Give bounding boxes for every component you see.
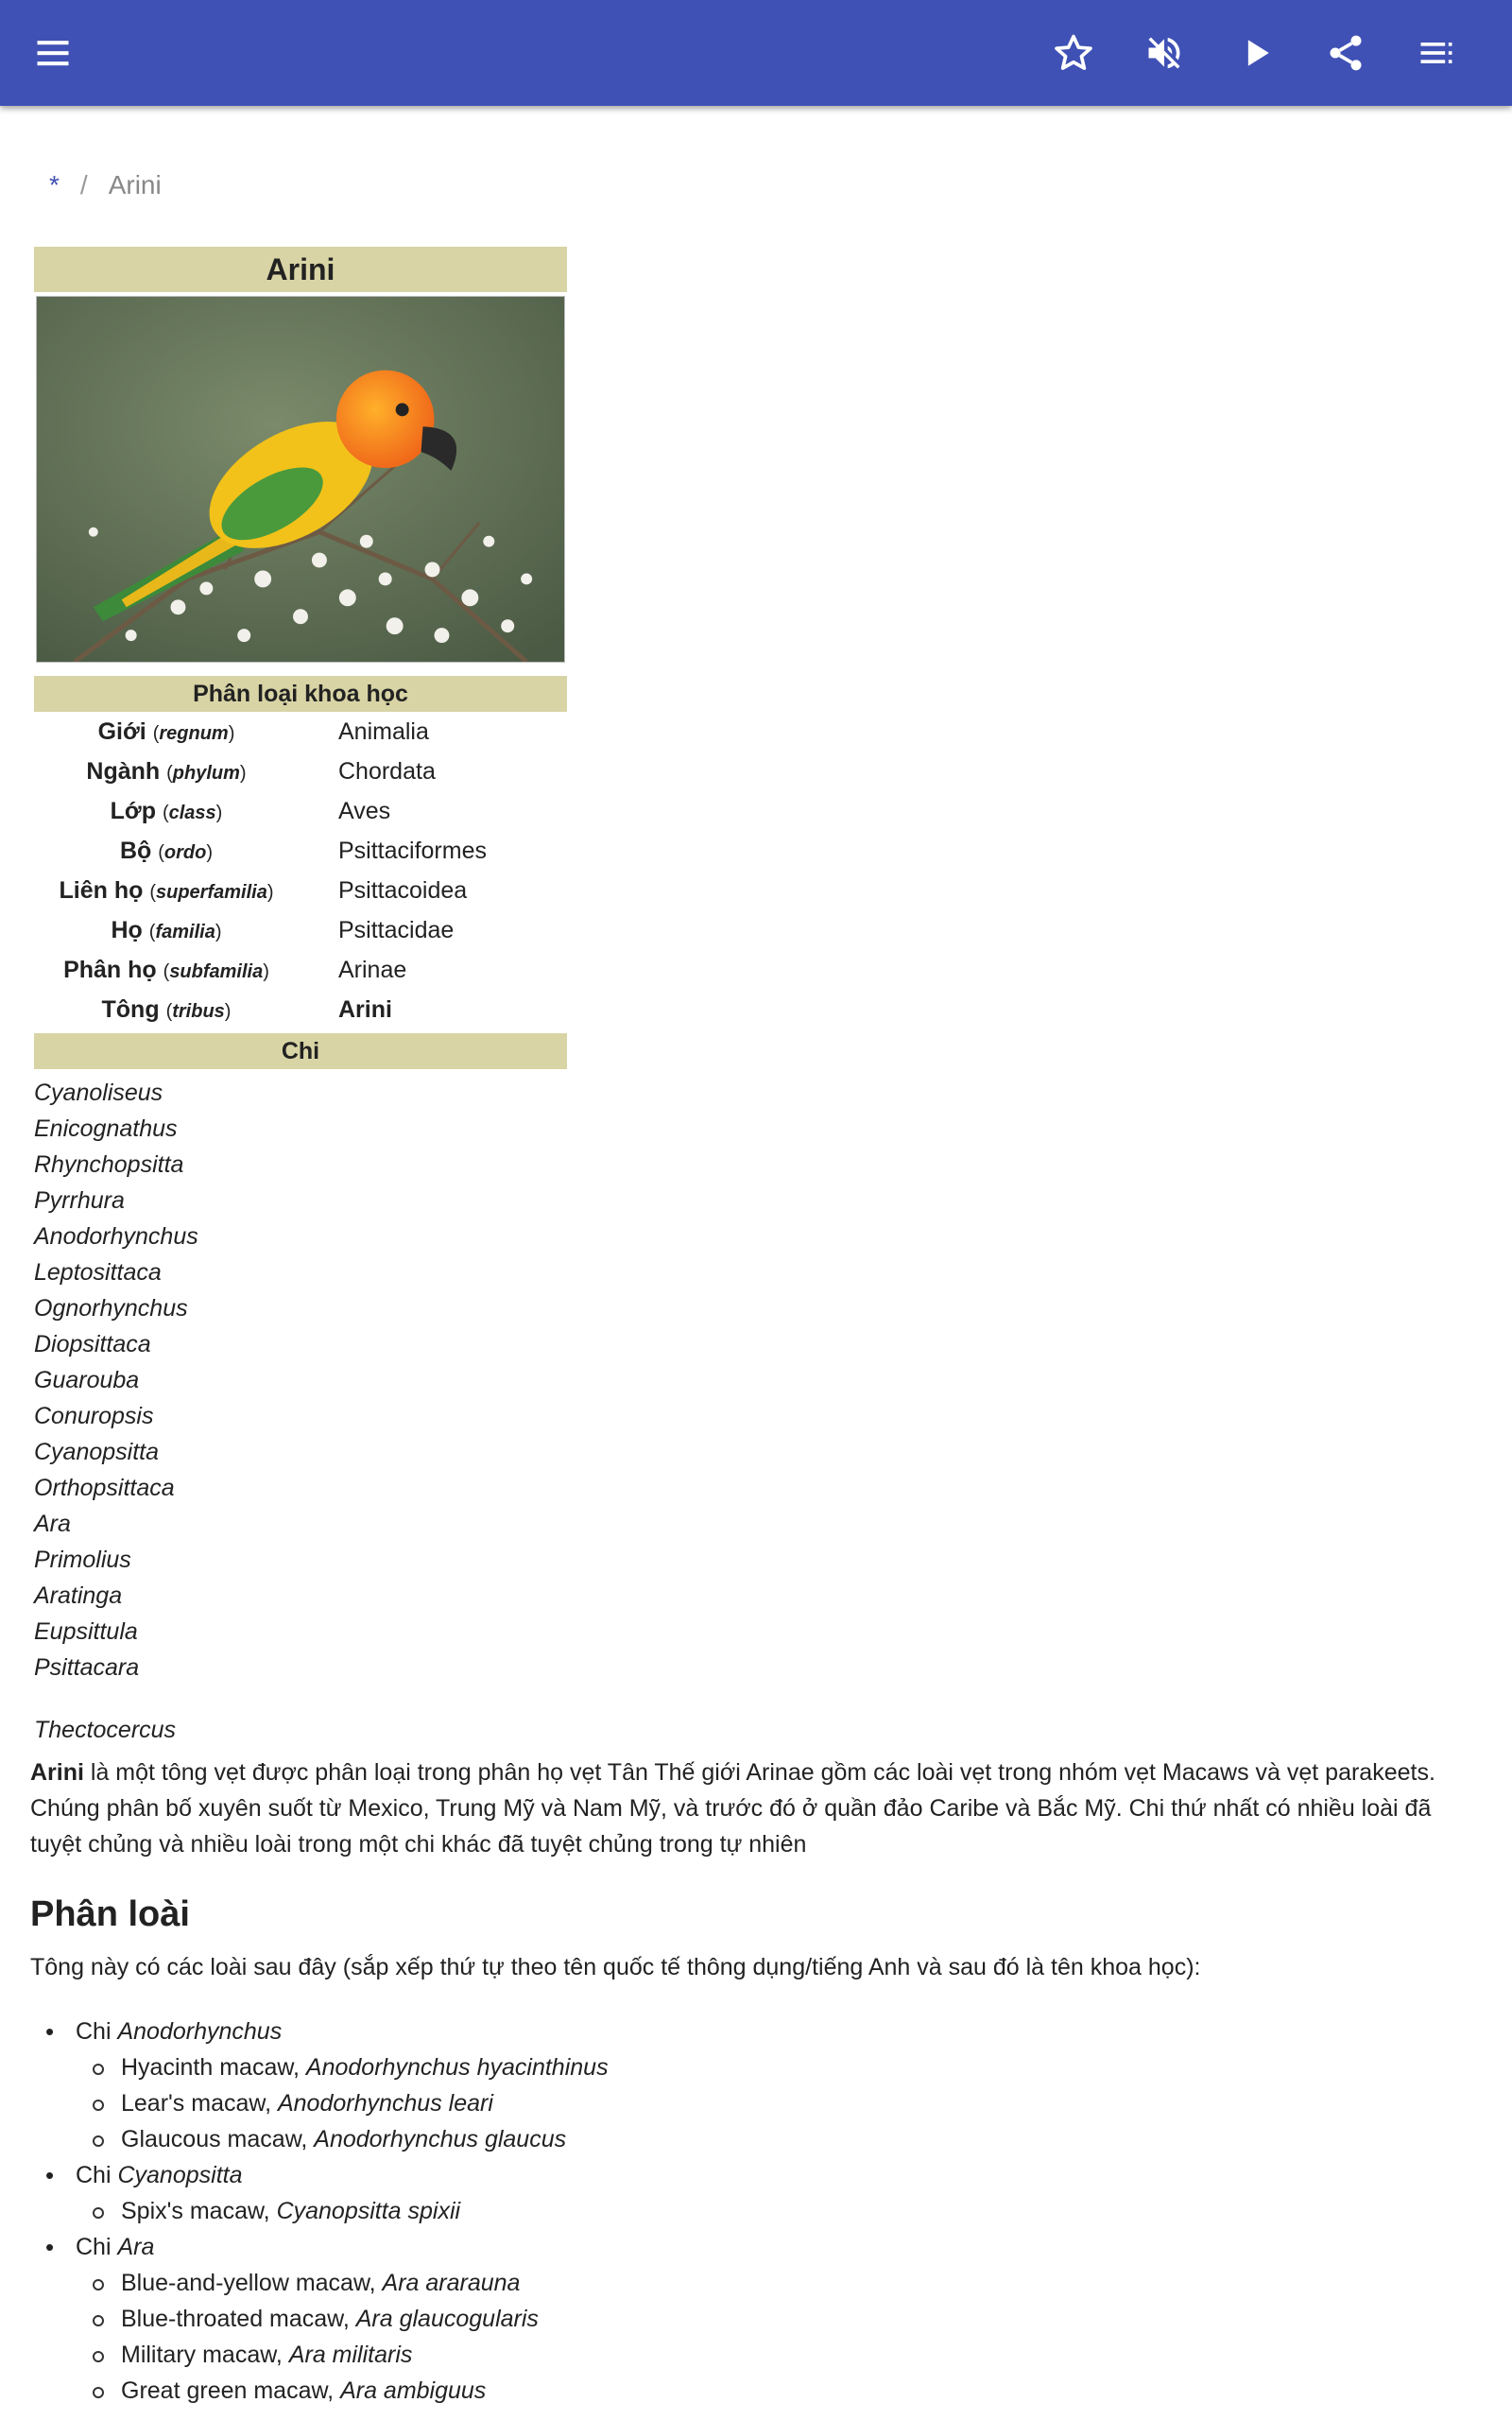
rank-label: Lớp (class) <box>110 797 223 824</box>
section-intro: Tông này có các loài sau đây (sắp xếp thứ tự theo tên quốc tế thông dụng/tiếng Anh và sau đó là tên khoa học): <box>30 1954 1201 1980</box>
breadcrumb <box>49 170 162 200</box>
genus-link[interactable]: Cyanoliseus <box>34 1080 163 1106</box>
rank-value[interactable]: Arinae <box>338 956 407 983</box>
toc-icon[interactable] <box>1408 25 1465 81</box>
rank-row <box>34 910 567 950</box>
rank-value[interactable]: Animalia <box>338 717 429 745</box>
taxobox-title: Arini <box>34 247 567 292</box>
genus-link[interactable]: Psittacara <box>34 1654 140 1681</box>
genus-name-link[interactable]: Cyanopsitta <box>117 2162 243 2188</box>
play-icon[interactable] <box>1228 25 1285 81</box>
section-heading: Phân loài <box>30 1894 190 1934</box>
genus-link[interactable]: Diopsittaca <box>34 1331 151 1357</box>
breadcrumb-home-link[interactable]: * <box>49 170 60 199</box>
species-item[interactable]: Great green macaw, Ara ambiguus <box>30 2373 1486 2409</box>
rank-row <box>34 752 567 791</box>
rank-row <box>34 712 567 752</box>
species-item[interactable]: Hyacinth macaw, Anodorhynchus hyacinthinus <box>30 2049 1486 2085</box>
rank-label: Liên họ (superfamilia) <box>59 876 274 904</box>
genus-header: Chi <box>34 1033 567 1069</box>
genus-name-link[interactable]: Anodorhynchus <box>117 2018 283 2045</box>
genus-link[interactable]: Ara <box>34 1511 71 1537</box>
lead-text: là một tông vẹt được phân loại trong phân họ vẹt Tân Thế giới Arinae gồm các loài vẹt trong nhóm vẹt Macaws và vẹt parakeets. Chúng phân bố xuyên suốt từ Mexico, Trung Mỹ và Nam Mỹ, và trước đó ở quần đảo Caribe và Bắc Mỹ. Chi thứ nhất có nhiều loài đã tuyệt chủng và nhiều loài trong một chi khác đã tuyệt chủng trong tự nhiên <box>30 1759 1435 1858</box>
rank-row <box>34 831 567 871</box>
genus-item: • Chi Ara <box>30 2229 1486 2265</box>
rank-value: Arini <box>338 995 392 1023</box>
rank-row <box>34 950 567 990</box>
genus-link[interactable]: Aratinga <box>34 1582 123 1609</box>
genus-name-link[interactable]: Ara <box>117 2234 155 2260</box>
genus-link[interactable]: Orthopsittaca <box>34 1475 175 1501</box>
taxobox-image[interactable] <box>36 296 565 663</box>
app-bar <box>0 0 1512 106</box>
menu-icon[interactable] <box>25 25 81 81</box>
genus-item: • Chi Anodorhynchus <box>30 2014 1486 2049</box>
species-item[interactable]: Glaucous macaw, Anodorhynchus glaucus <box>30 2121 1486 2157</box>
rank-label: Ngành (phylum) <box>86 757 247 785</box>
rank-label: Bộ (ordo) <box>119 837 214 864</box>
genus-link[interactable]: Rhynchopsitta <box>34 1151 184 1178</box>
rank-table <box>34 712 567 1029</box>
lead-paragraph <box>30 1754 1486 1862</box>
genus-link[interactable]: Enicognathus <box>34 1115 178 1142</box>
species-item[interactable]: Spix's macaw, Cyanopsitta spixii <box>30 2193 1486 2229</box>
genus-link[interactable]: Guarouba <box>34 1367 140 1393</box>
mute-icon[interactable] <box>1136 25 1193 81</box>
rank-row <box>34 791 567 831</box>
lead-bold: Arini <box>30 1759 84 1786</box>
genus-link[interactable]: Anodorhynchus <box>34 1223 198 1250</box>
breadcrumb-separator: / <box>79 170 88 199</box>
genus-link[interactable]: Leptosittaca <box>34 1259 162 1286</box>
genus-link[interactable]: Ognorhynchus <box>34 1295 188 1322</box>
species-item[interactable]: Military macaw, Ara militaris <box>30 2337 1486 2373</box>
breadcrumb-current: Arini <box>108 170 162 199</box>
rank-value[interactable]: Chordata <box>338 757 436 785</box>
genus-link[interactable]: Conuropsis <box>34 1403 154 1429</box>
rank-value[interactable]: Psittacoidea <box>338 876 468 904</box>
rank-label: Tông (tribus) <box>101 995 232 1023</box>
rank-label: Họ (familia) <box>111 916 222 943</box>
star-icon[interactable] <box>1045 25 1102 81</box>
rank-label: Phân họ (subfamilia) <box>63 956 269 983</box>
rank-value[interactable]: Aves <box>338 797 391 824</box>
rank-row <box>34 871 567 910</box>
genus-list <box>34 1075 567 1685</box>
genus-item: • Chi Cyanopsitta <box>30 2157 1486 2193</box>
genus-link[interactable]: Eupsittula <box>34 1618 138 1645</box>
species-item[interactable]: Blue-and-yellow macaw, Ara ararauna <box>30 2265 1486 2301</box>
share-icon[interactable] <box>1317 25 1374 81</box>
rank-value[interactable]: Psittacidae <box>338 916 455 943</box>
taxobox <box>34 247 567 1685</box>
genus-link[interactable]: Primolius <box>34 1547 131 1573</box>
species-item[interactable]: Blue-throated macaw, Ara glaucogularis <box>30 2301 1486 2337</box>
rank-row <box>34 990 567 1029</box>
classification-header: Phân loại khoa học <box>34 676 567 712</box>
species-list <box>30 2014 1486 2409</box>
genus-extra[interactable]: Thectocercus <box>34 1717 177 1743</box>
genus-link[interactable]: Pyrrhura <box>34 1187 125 1214</box>
genus-link[interactable]: Cyanopsitta <box>34 1439 160 1465</box>
rank-value[interactable]: Psittaciformes <box>338 837 487 864</box>
rank-label: Giới (regnum) <box>97 717 235 745</box>
species-item[interactable]: Lear's macaw, Anodorhynchus leari <box>30 2085 1486 2121</box>
